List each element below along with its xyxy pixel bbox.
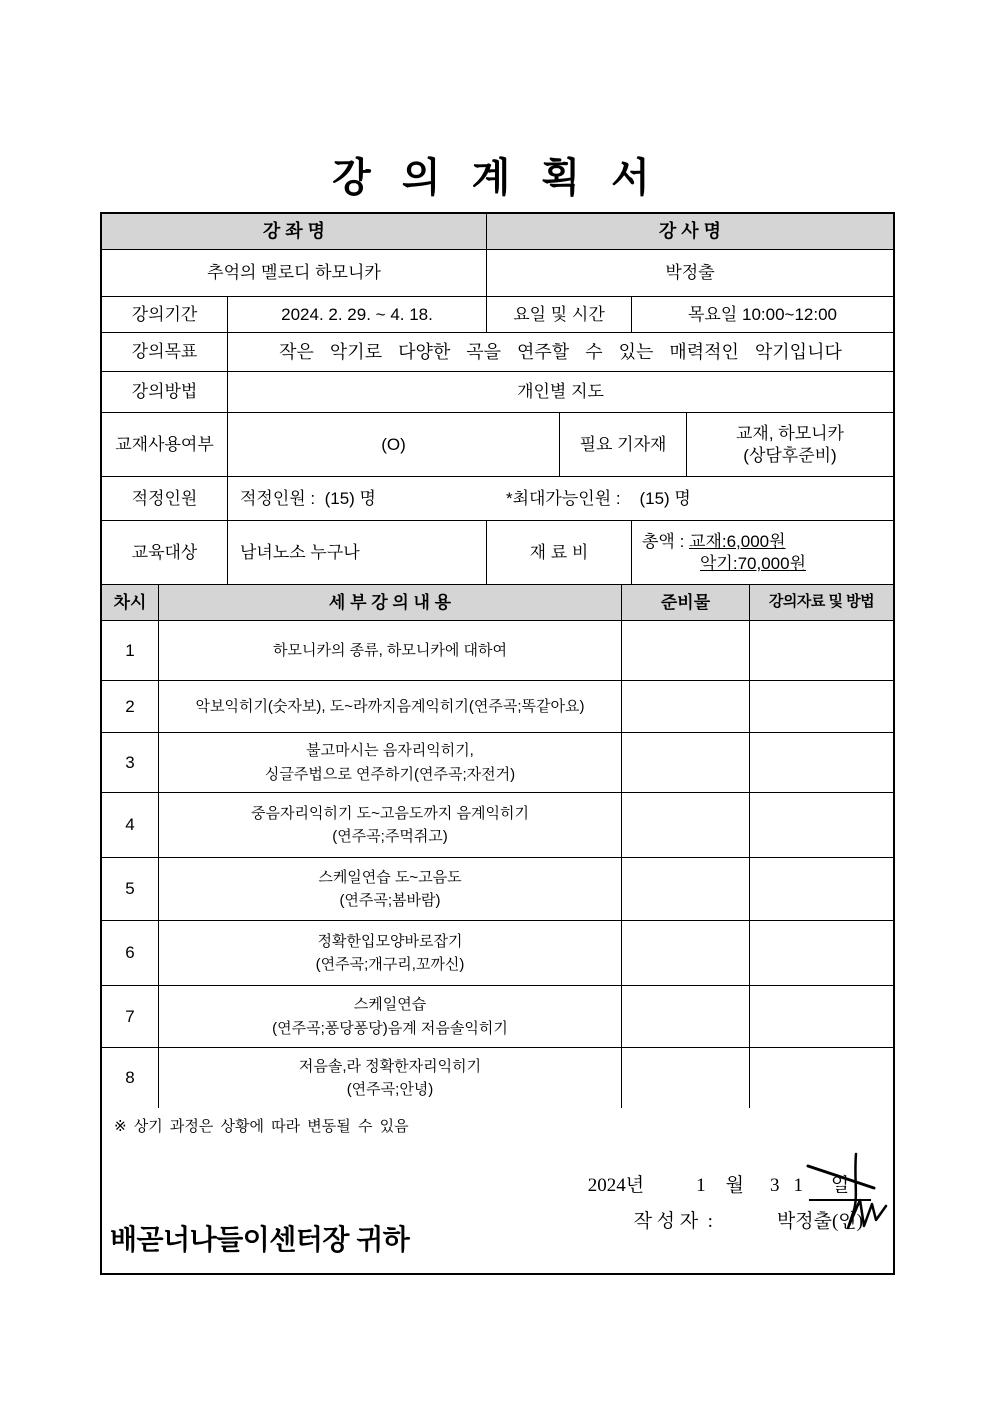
instructor-header: 강 사 명 <box>487 214 893 249</box>
material-fee-line2 <box>642 553 806 574</box>
session-content-line1: 악보익히기(숫자보), 도~라까지음계익히기(연주곡;똑같아요) <box>195 697 585 715</box>
session-material-cell <box>750 681 893 732</box>
session-content-line2: 싱글주법으로 연주하기(연주곡;자전거) <box>264 765 516 783</box>
footer-note: ※ 상기 과정은 상황에 따라 변동될 수 있음 <box>114 1118 409 1135</box>
equipment-label: 필요 기자재 <box>560 413 687 476</box>
session-content <box>159 733 622 792</box>
author-label: 작 성 자 : <box>633 1210 713 1232</box>
session-prep-cell <box>622 733 750 792</box>
period-label: 강의기간 <box>102 297 228 332</box>
session-content <box>159 793 622 857</box>
date-day-digit2: 1 <box>793 1174 803 1196</box>
session-content <box>159 621 622 680</box>
session-material-cell <box>750 733 893 792</box>
max-capacity-value: *최대가능인원 : (15) 명 <box>505 488 691 508</box>
schedule-row-5 <box>102 858 893 921</box>
method-value: 개인별 지도 <box>517 382 604 402</box>
session-number: 6 <box>102 921 159 985</box>
day-time-value: 목요일 10:00~12:00 <box>688 304 837 324</box>
page-title: 강 의 계 획 서 <box>332 156 660 200</box>
session-content <box>159 858 622 920</box>
schedule-row-3 <box>102 733 893 793</box>
material-textbook-price: 교재:6,000원 <box>689 532 786 552</box>
session-content-line1: 스케일연습 <box>353 996 427 1014</box>
goal-value: 작은 악기로 다양한 곡을 연주할 수 있는 매력적인 악기입니다 <box>279 341 842 362</box>
session-content <box>159 1048 622 1108</box>
session-prep-cell <box>622 621 750 680</box>
day-time-label: 요일 및 시간 <box>487 297 632 332</box>
goal-label: 강의목표 <box>102 333 228 371</box>
row-course-instructor-values <box>102 250 893 297</box>
session-prep-cell <box>622 681 750 732</box>
capacity-value: 적정인원 : (15) 명 <box>240 488 376 508</box>
session-prep-cell <box>622 1048 750 1108</box>
session-material-cell <box>750 621 893 680</box>
instructor-name-value: 박정출 <box>665 263 715 283</box>
equipment-value-line1: 교재, 하모니카 <box>736 424 844 444</box>
session-content-line1: 저음솔,라 정확한자리익히기 <box>298 1057 482 1075</box>
lecture-plan-table <box>100 212 895 1275</box>
target-label: 교육대상 <box>102 521 228 584</box>
session-content-line1: 스케일연습 도~고음도 <box>318 868 462 886</box>
session-material-cell <box>750 793 893 857</box>
material-instrument-price: 악기:70,000원 <box>700 553 806 573</box>
session-content <box>159 921 622 985</box>
material-column-header: 강의자료 및 방법 <box>750 585 893 620</box>
session-material-cell <box>750 986 893 1047</box>
schedule-row-1 <box>102 621 893 681</box>
content-column-header: 세 부 강 의 내 용 <box>159 585 622 620</box>
row-goal <box>102 333 893 372</box>
schedule-row-6 <box>102 921 893 986</box>
material-fee-value <box>632 521 893 584</box>
session-content-line2: (연주곡;안녕) <box>346 1081 434 1098</box>
date-month-num: 1 <box>696 1174 706 1196</box>
session-content-line2: (연주곡;퐁당퐁당)음계 저음솔익히기 <box>272 1019 508 1037</box>
session-content <box>159 681 622 732</box>
capacity-value-cell <box>228 477 893 520</box>
schedule-row-8 <box>102 1048 893 1108</box>
row-capacity <box>102 477 893 521</box>
course-name-value: 추억의 멜로디 하모니카 <box>102 250 487 296</box>
method-label: 강의방법 <box>102 372 228 412</box>
session-number: 8 <box>102 1048 159 1108</box>
session-prep-cell <box>622 793 750 857</box>
session-prep-cell <box>622 858 750 920</box>
session-material-cell <box>750 858 893 920</box>
session-number: 7 <box>102 986 159 1047</box>
date-month-label: 월 <box>725 1174 744 1196</box>
header-row-course-instructor <box>102 214 893 250</box>
footer-cell <box>102 1108 893 1273</box>
session-prep-cell <box>622 921 750 985</box>
session-number: 1 <box>102 621 159 680</box>
session-number: 3 <box>102 733 159 792</box>
equipment-value <box>687 413 893 476</box>
session-material-cell <box>750 1048 893 1108</box>
material-fee-label: 재 료 비 <box>487 521 632 584</box>
session-prep-cell <box>622 986 750 1047</box>
row-target-material <box>102 521 893 585</box>
session-number: 4 <box>102 793 159 857</box>
period-value: 2024. 2. 29. ~ 4. 18. <box>228 297 487 332</box>
prep-column-header: 준비물 <box>622 585 750 620</box>
schedule-header-row <box>102 585 893 621</box>
signature-mark <box>804 1148 893 1248</box>
schedule-row-7 <box>102 986 893 1048</box>
session-content-line1: 중음자리익히기 도~고음도까지 음계익히기 <box>251 804 529 822</box>
textbook-label: 교재사용여부 <box>102 413 228 476</box>
row-textbook-equipment <box>102 413 893 477</box>
capacity-label: 적정인원 <box>102 477 228 520</box>
session-content-line1: 하모니카의 종류, 하모니카에 대하여 <box>272 641 508 659</box>
material-total-prefix: 총액 : <box>642 532 690 552</box>
session-number: 2 <box>102 681 159 732</box>
author-name: 박정출(인) <box>776 1210 863 1232</box>
session-content-line2: (연주곡;개구리,꼬까신) <box>315 956 465 973</box>
session-column-header: 차시 <box>102 585 159 620</box>
material-fee-line1 <box>642 531 786 552</box>
date-day-label: 일 <box>809 1174 871 1201</box>
session-material-cell <box>750 921 893 985</box>
date-day-digit1: 3 <box>770 1174 780 1196</box>
schedule-body <box>102 621 893 1108</box>
recipient-line: 배곧너나들이센터장 귀하 <box>110 1224 410 1255</box>
date-year: 2024년 <box>587 1174 645 1196</box>
session-number: 5 <box>102 858 159 920</box>
session-content-line1: 불고마시는 음자리익히기, <box>306 742 474 760</box>
textbook-value: (O) <box>228 413 560 476</box>
schedule-row-4 <box>102 793 893 858</box>
session-content <box>159 986 622 1047</box>
course-name-header: 강 좌 명 <box>102 214 487 249</box>
row-method <box>102 372 893 413</box>
schedule-row-2 <box>102 681 893 733</box>
equipment-value-line2: (상담후준비) <box>743 445 837 465</box>
row-period-daytime <box>102 297 893 333</box>
session-content-line1: 정확한입모양바로잡기 <box>317 932 463 950</box>
target-value: 남녀노소 누구나 <box>228 521 487 584</box>
session-content-line2: (연주곡;주먹쥐고) <box>332 828 448 845</box>
session-content-line2: (연주곡;봄바람) <box>339 892 441 909</box>
footer-row <box>102 1108 893 1273</box>
